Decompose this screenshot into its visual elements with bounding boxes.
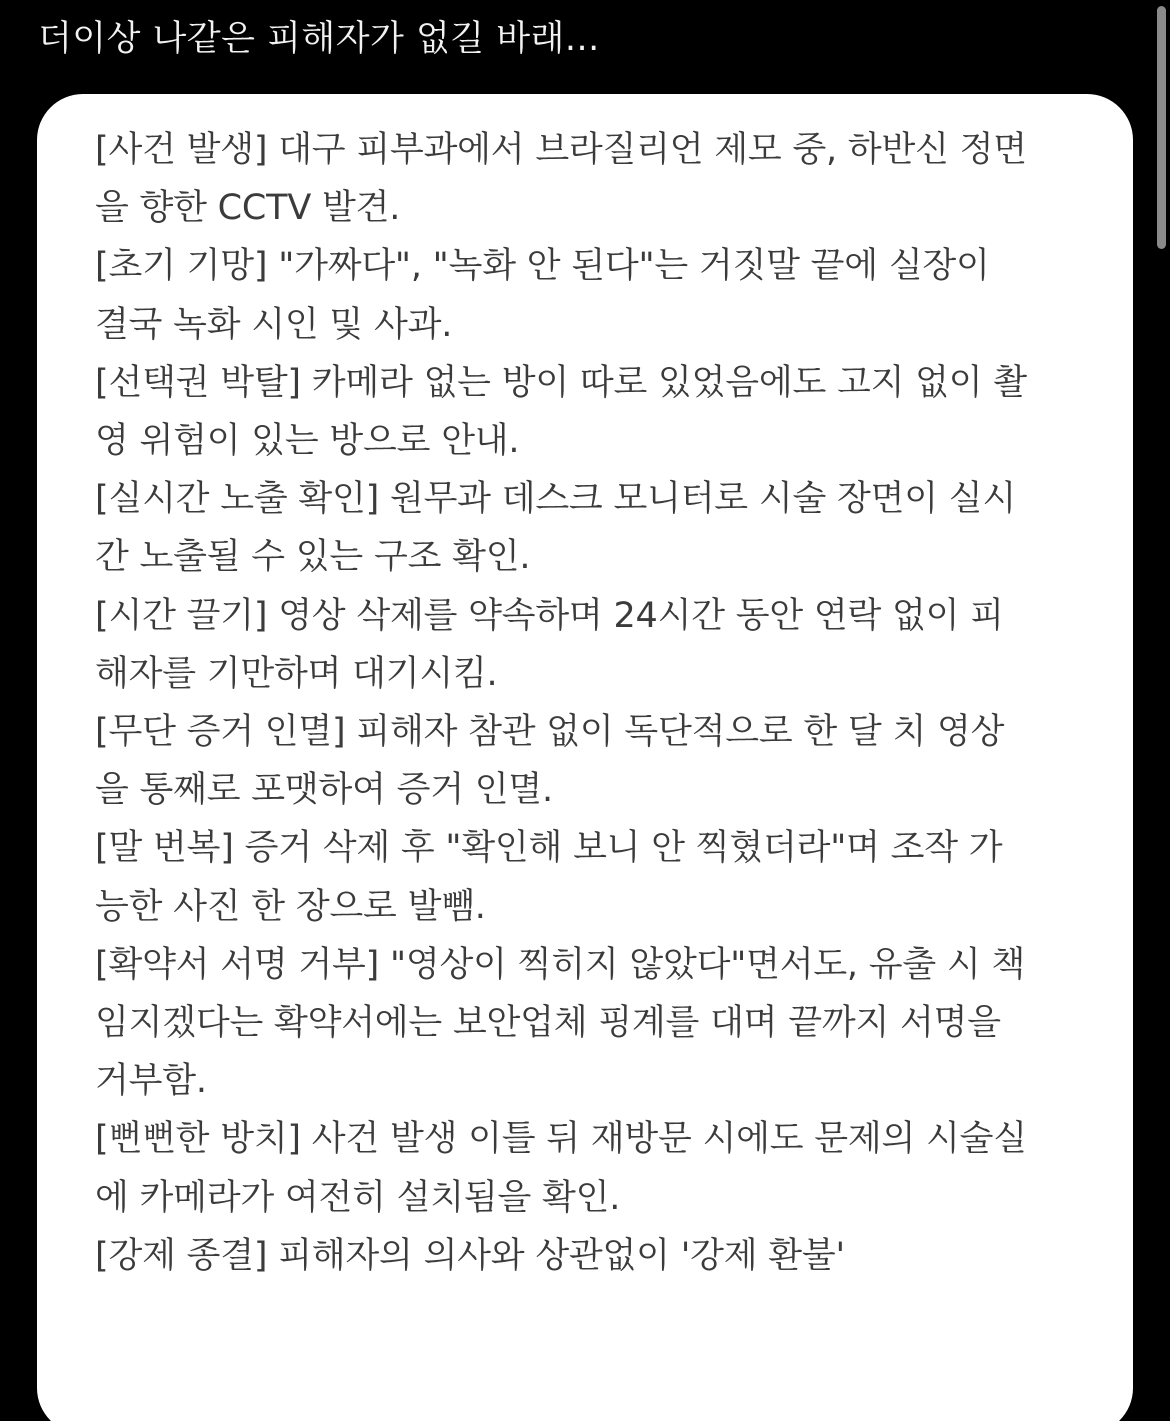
text-line: [무단 증거 인멸] 피해자 참관 없이 독단적으로 한 달 치 영상 — [95, 712, 1005, 753]
text-line: [말 번복] 증거 삭제 후 "확인해 보니 안 찍혔더라"며 조작 가 — [95, 828, 1003, 869]
text-line: [뻔뻔한 방치] 사건 발생 이틀 뒤 재방문 시에도 문제의 시술실 — [95, 1119, 1027, 1160]
text-line: [초기 기망] "가짜다", "녹화 안 된다"는 거짓말 끝에 실장이 — [95, 246, 990, 287]
text-line: 영 위험이 있는 방으로 안내. — [95, 421, 520, 462]
text-line: 거부함. — [95, 1061, 207, 1102]
text-line: 능한 사진 한 장으로 발뺌. — [95, 886, 486, 927]
text-line: 해자를 기만하며 대기시킴. — [95, 653, 498, 694]
text-line: [강제 종결] 피해자의 의사와 상관없이 '강제 환불' — [95, 1235, 845, 1276]
text-line: 간 노출될 수 있는 구조 확인. — [95, 537, 531, 578]
text-line: [확약서 서명 거부] "영상이 찍히지 않았다"면서도, 유출 시 책 — [95, 944, 1026, 985]
scrollbar-thumb[interactable] — [1157, 6, 1166, 249]
text-card — [37, 94, 1133, 1421]
text-line: 결국 녹화 시인 및 사과. — [95, 304, 453, 345]
text-line: [사건 발생] 대구 피부과에서 브라질리언 제모 중, 하반신 정면 — [95, 130, 1027, 170]
text-line: 임지겠다는 확약서에는 보안업체 핑계를 대며 끝까지 서명을 — [95, 1003, 1001, 1044]
scrollbar-track[interactable] — [1153, 0, 1170, 255]
text-line: 을 향한 CCTV 발견. — [95, 188, 401, 229]
text-line: [시간 끌기] 영상 삭제를 약속하며 24시간 동안 연락 없이 피 — [95, 595, 1004, 636]
text-line: [선택권 박탈] 카메라 없는 방이 따로 있었음에도 고지 없이 촬 — [95, 362, 1027, 403]
text-line: [실시간 노출 확인] 원무과 데스크 모니터로 시술 장면이 실시 — [95, 479, 1016, 520]
post-headline: 더이상 나같은 피해자가 없길 바래... — [38, 19, 600, 59]
text-line: 에 카메라가 여전히 설치됨을 확인. — [95, 1177, 621, 1218]
text-line: 을 통째로 포맷하여 증거 인멸. — [95, 770, 553, 811]
